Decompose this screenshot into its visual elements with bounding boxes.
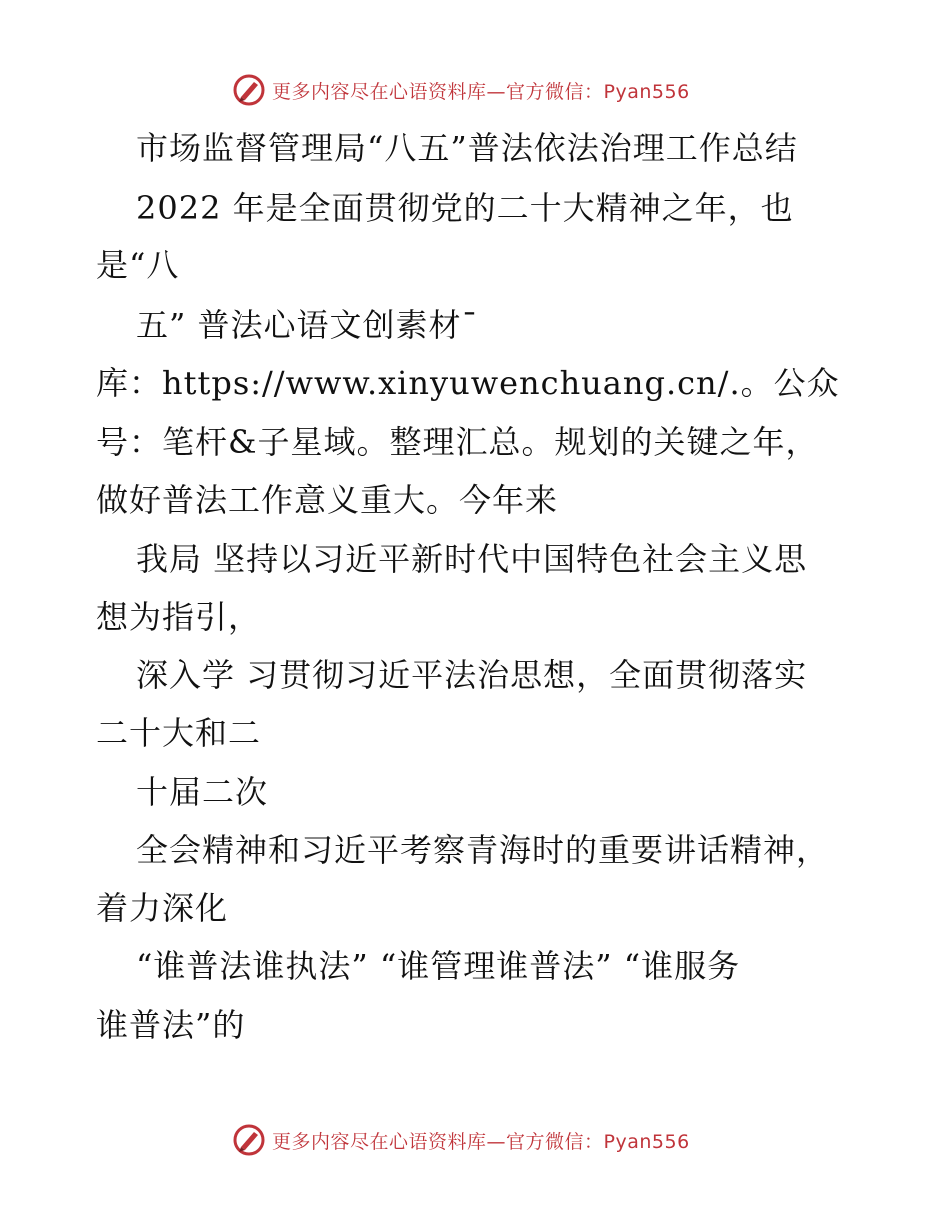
watermark-wechat-text: —官方微信：Pyan556 (486, 1130, 690, 1153)
doc-line: 二十大和二 (96, 714, 262, 752)
doc-line: 全会精神和习近平考察青海时的重要讲话精神， (136, 831, 830, 869)
doc-line: 库：https://www.xinyuwenchuang.cn/.。公众 (96, 364, 840, 402)
doc-title: 市场监督管理局“八五”普法依法治理工作总结 (136, 129, 798, 167)
doc-line: 深入学 习贯彻习近平法治思想，全面贯彻落实 (136, 656, 808, 694)
header-watermark (232, 70, 732, 110)
pen-logo-icon (232, 73, 266, 107)
doc-line: 2022 年是全面贯彻党的二十大精神之年，也 (136, 189, 794, 227)
doc-line: 十届二次 (136, 773, 269, 811)
pen-logo-icon (232, 1123, 266, 1157)
doc-line: “谁普法谁执法” “谁管理谁普法” “谁服务 (136, 947, 741, 985)
footer-watermark (232, 1120, 732, 1160)
watermark-site-text: 更多内容尽在心语资料库 (272, 1130, 487, 1153)
doc-line: 我局 坚持以习近平新时代中国特色社会主义思 (136, 540, 808, 578)
doc-line: 做好普法工作意义重大。今年来 (96, 481, 559, 519)
doc-line: 五” 普法心语文创素材¯ (136, 306, 479, 344)
doc-line: 号：笔杆&子星域。整理汇总。规划的关键之年， (96, 423, 819, 461)
doc-line: 是“八 (96, 246, 180, 284)
watermark-site-text: 更多内容尽在心语资料库 (272, 80, 487, 103)
doc-line: 想为指引， (96, 598, 262, 636)
watermark-wechat-text: —官方微信：Pyan556 (486, 80, 690, 103)
doc-line: 着力深化 (96, 889, 229, 927)
doc-line: 谁普法”的 (96, 1006, 246, 1044)
